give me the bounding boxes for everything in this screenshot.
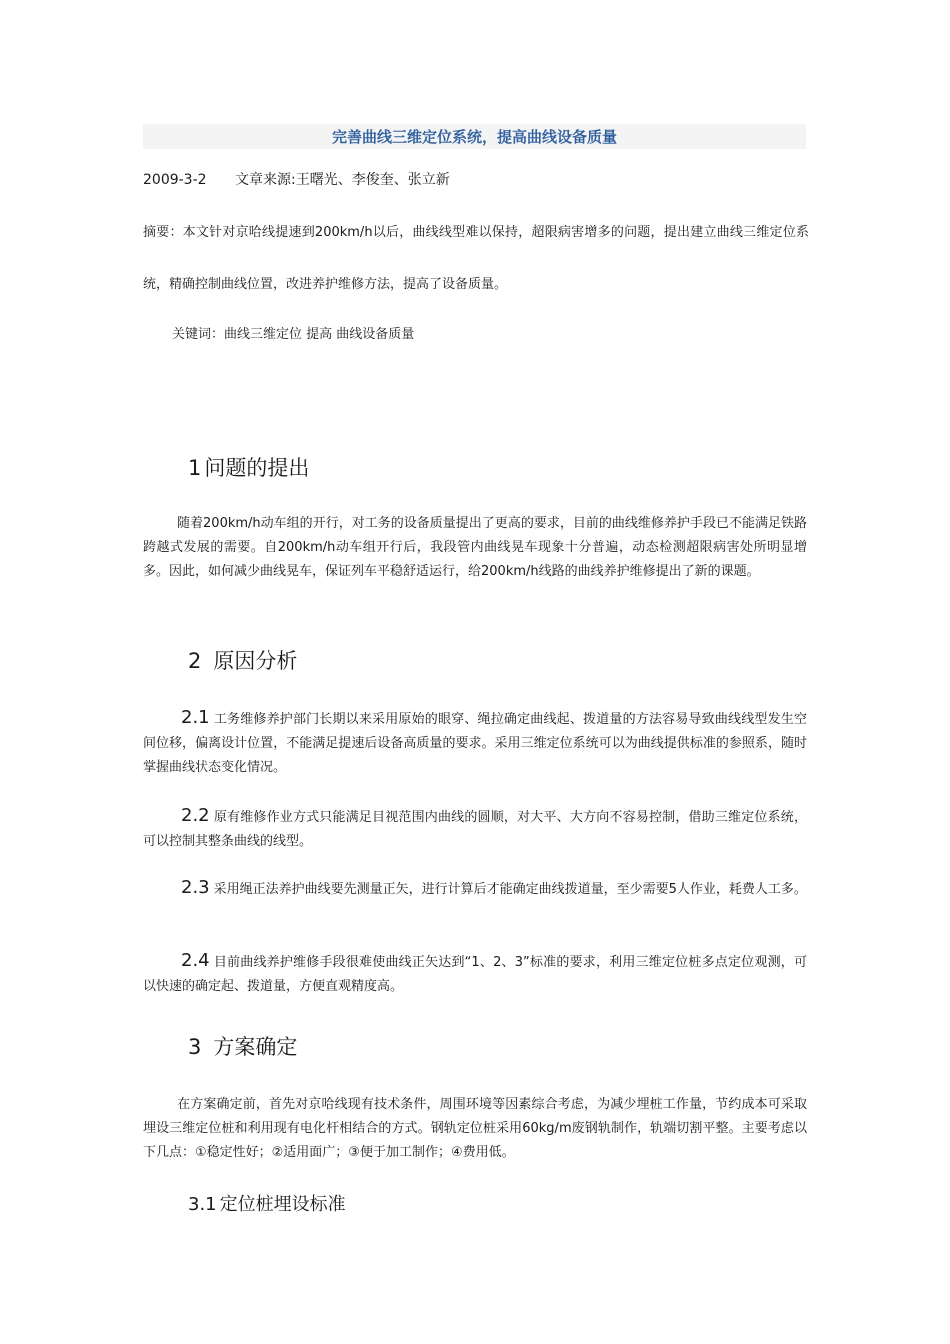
paragraph-text: 采用绳正法养护曲线要先测量正矢，进行计算后才能确定曲线拨道量，至少需要5人作业，耗费人工多。: [213, 882, 807, 897]
subsection-number: 2.2: [181, 805, 210, 826]
subsection-number: 3.1: [188, 1194, 217, 1215]
article-meta: [143, 169, 450, 189]
section-3-heading: [188, 1031, 297, 1061]
subsection-number: 2.1: [181, 707, 210, 728]
section-number: 1: [188, 456, 202, 480]
keywords: 关键词：曲线三维定位 提高 曲线设备质量: [172, 327, 415, 342]
section-number: 3: [188, 1035, 202, 1059]
subsection-number: 2.4: [181, 950, 210, 971]
section-title: 原因分析: [213, 649, 298, 673]
section-2-heading: [188, 645, 297, 675]
paragraph-text: 随着200km/h动车组的开行，对工务的设备质量提出了更高的要求，目前的曲线维修养护手段已不能满足铁路跨越式发展的需要。自200km/h动车组开行后，我段管内曲线晃车现象十分普遍，动态检测超限病害处所明显增多。因此，如何减少曲线晃车，保证列车平稳舒适运行，给200km/h线路的曲线养护维修提出了新的课题。: [143, 516, 807, 579]
paragraph-text: 在方案确定前，首先对京哈线现有技术条件，周围环境等因素综合考虑，为减少埋桩工作量，节约成本可采取埋设三维定位桩和利用现有电化杆相结合的方式。钢轨定位桩采用60kg/m废钢轨制作，轨端切割平整。主要考虑以下几点：①稳定性好；②适用面广；③便于加工制作；④费用低。: [143, 1097, 807, 1160]
article-title: 完善曲线三维定位系统，提高曲线设备质量: [143, 124, 806, 149]
paragraph-text: 工务维修养护部门长期以来采用原始的眼穿、绳拉确定曲线起、拨道量的方法容易导致曲线线型发生空间位移，偏离设计位置，不能满足提速后设备高质量的要求。采用三维定位系统可以为曲线提供标准的参照系，随时掌握曲线状态变化情况。: [143, 712, 807, 775]
subsection-3-1-heading: [188, 1190, 346, 1216]
subsection-2-4-paragraph: [143, 949, 807, 999]
section-number: 2: [188, 649, 202, 673]
paragraph-text: 原有维修作业方式只能满足目视范围内曲线的圆顺，对大平、大方向不容易控制，借助三维定位系统，可以控制其整条曲线的线型。: [143, 810, 807, 849]
subsection-2-1-paragraph: [143, 706, 807, 780]
subsection-2-2-paragraph: [143, 804, 807, 854]
abstract: 摘要：本文针对京哈线提速到200km/h以后，曲线线型难以保持，超限病害增多的问题，提出建立曲线三维定位系统，精确控制曲线位置，改进养护维修方法，提高了设备质量。: [143, 225, 809, 292]
paragraph-text: 目前曲线养护维修手段很难使曲线正矢达到“1、2、3”标准的要求，利用三维定位桩多点定位观测，可以快速的确定起、拨道量，方便直观精度高。: [143, 955, 807, 994]
section-title: 方案确定: [213, 1035, 298, 1059]
subsection-title: 定位桩埋设标准: [219, 1194, 346, 1215]
section-3-paragraph: [143, 1093, 807, 1165]
section-1-heading: [188, 452, 309, 482]
section-1-paragraph: [143, 512, 807, 584]
section-title: 问题的提出: [204, 456, 310, 480]
article-source: 文章来源:王曙光、李俊奎、张立新: [235, 172, 450, 188]
subsection-number: 2.3: [181, 877, 210, 898]
article-date: 2009-3-2: [143, 172, 207, 188]
subsection-2-3-paragraph: [143, 876, 807, 902]
